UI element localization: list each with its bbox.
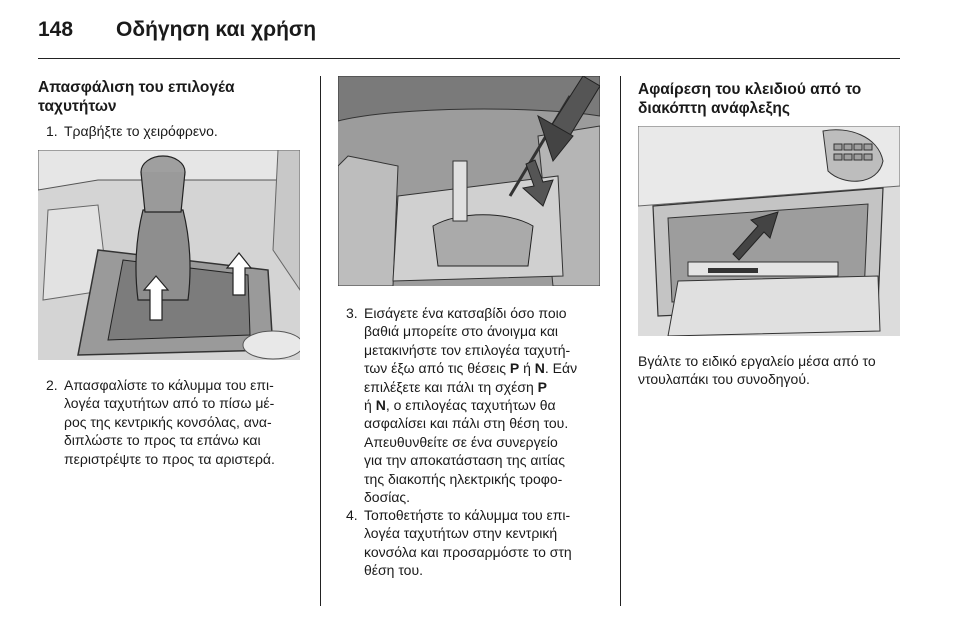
text-line: Τοποθετήστε το κάλυμμα του επι- xyxy=(364,507,571,523)
step-number: 2. xyxy=(46,377,58,393)
header-divider xyxy=(38,58,900,59)
text-line xyxy=(364,378,624,396)
gear-selector-illustration xyxy=(38,150,300,360)
text-line xyxy=(364,359,624,377)
text-line: Απευθυνθείτε σε ένα συνεργείο xyxy=(364,433,558,450)
text-line: για την αποκατάσταση της αιτίας xyxy=(364,452,566,469)
gear-position-n: N xyxy=(534,360,545,377)
step-1 xyxy=(46,122,316,142)
chapter-title: Οδήγηση και χρήση xyxy=(116,18,317,41)
page-number: 148 xyxy=(38,18,74,41)
section-heading-unlock-selector xyxy=(38,78,308,116)
heading-line: Αφαίρεση του κλειδιού από το xyxy=(638,81,862,98)
text-run: , ο επιλογέας ταχυτήτων θα xyxy=(385,397,556,414)
step-text xyxy=(64,376,324,468)
text-line: ντουλαπάκι του συνοδηγού. xyxy=(638,371,810,387)
text-run: . Εάν xyxy=(544,360,578,377)
text-line: λογέα ταχυτήτων στην κεντρική xyxy=(364,525,558,542)
text-line: περιστρέψτε το προς τα αριστερά. xyxy=(64,450,275,467)
text-line: της διακοπής ηλεκτρικής τροφο- xyxy=(364,470,563,487)
text-line: λογέα ταχυτήτων από το πίσω μέ- xyxy=(64,395,275,412)
text-run: ή xyxy=(364,397,376,414)
text-line: ρος της κεντρικής κονσόλας, ανα- xyxy=(64,413,272,430)
heading-line: ταχυτήτων xyxy=(38,98,117,115)
page-header xyxy=(38,14,900,54)
text-run: ή xyxy=(519,360,535,377)
text-line: Βγάλτε το ειδικό εργαλείο μέσα από το xyxy=(638,353,876,369)
text-line xyxy=(364,396,624,414)
step-number: 4. xyxy=(346,507,358,523)
text-line: μετακινήστε τον επιλογέα ταχυτή- xyxy=(364,341,571,358)
text-line: βαθιά μπορείτε στο άνοιγμα και xyxy=(364,323,559,340)
step-number: 1. xyxy=(46,123,58,139)
step-number: 3. xyxy=(346,305,358,321)
text-line: θέση του. xyxy=(364,562,424,579)
text-line: ασφαλίσει και πάλι στη θέση του. xyxy=(364,415,569,432)
text-line: κονσόλα και προσαρμόστε το στη xyxy=(364,543,572,560)
gear-position-p: P xyxy=(537,378,547,395)
step-4 xyxy=(346,506,616,586)
glovebox-illustration xyxy=(638,126,900,336)
column-divider-left xyxy=(320,76,321,606)
text-run: επιλέξετε και πάλι τη σχέση xyxy=(364,378,538,395)
heading-line: Απασφάλιση του επιλογέα xyxy=(38,79,235,96)
text-line: διπλώστε το προς τα επάνω και xyxy=(64,432,261,449)
text-run: των έξω από τις θέσεις xyxy=(364,360,510,377)
step-text xyxy=(364,506,624,580)
step-text xyxy=(364,304,624,506)
text-line: Εισάγετε ένα κατσαβίδι όσο ποιο xyxy=(364,305,567,321)
key-removal-paragraph xyxy=(638,352,913,388)
section-heading-key-removal xyxy=(638,80,908,118)
gear-position-n: N xyxy=(375,397,386,414)
step-text: Τραβήξτε το χειρόφρενο. xyxy=(64,123,218,139)
gear-position-p: P xyxy=(509,360,520,377)
step-2 xyxy=(46,376,316,471)
text-line: δοσίας. xyxy=(364,489,411,506)
screwdriver-illustration xyxy=(338,76,600,286)
text-line: Απασφαλίστε το κάλυμμα του επι- xyxy=(64,377,274,393)
heading-line: διακόπτη ανάφλεξης xyxy=(638,100,790,117)
step-3 xyxy=(346,304,616,504)
